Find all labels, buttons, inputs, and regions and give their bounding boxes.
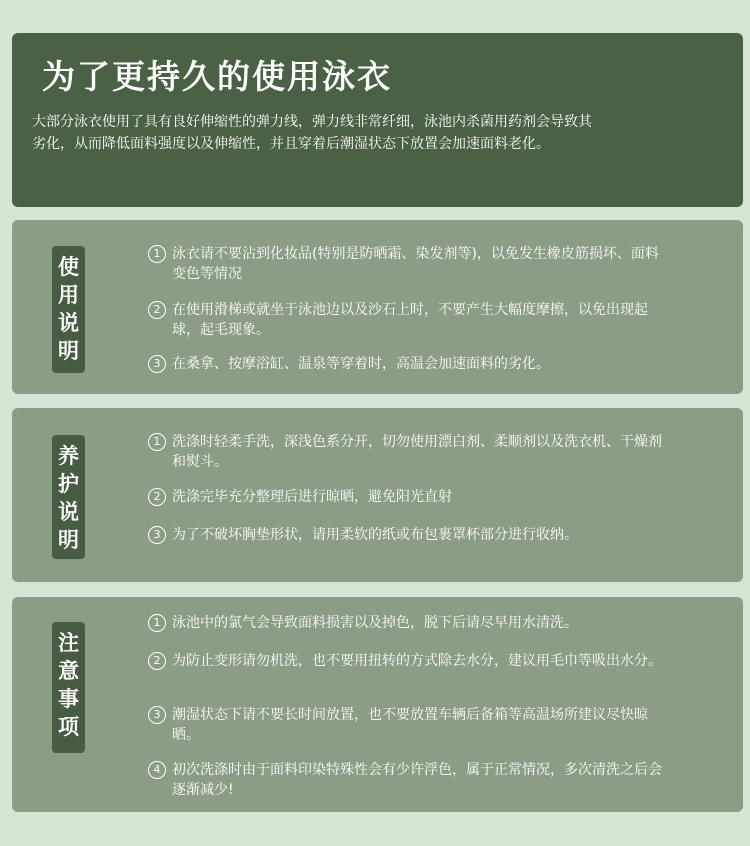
item-text: 泳衣请不要沾到化妆品(特别是防晒霜、染发剂等)，以免发生橡皮筋损坏、面料变色等情况 bbox=[172, 246, 659, 282]
list-item bbox=[148, 613, 668, 633]
label-char: 意 bbox=[58, 659, 79, 683]
label-char: 明 bbox=[58, 528, 79, 552]
label-char: 养 bbox=[58, 444, 79, 468]
list-item bbox=[148, 760, 668, 800]
list-item bbox=[148, 432, 668, 472]
list-item bbox=[148, 651, 668, 671]
list-item bbox=[148, 300, 668, 340]
item-text: 在桑拿、按摩浴缸、温泉等穿着时，高温会加速面料的劣化。 bbox=[172, 356, 550, 372]
number-badge: 4 bbox=[148, 761, 166, 779]
number-badge: 1 bbox=[148, 433, 166, 451]
number-badge: 1 bbox=[148, 614, 166, 632]
label-char: 说 bbox=[58, 500, 79, 524]
number-badge: 1 bbox=[148, 245, 166, 263]
intro-text: 大部分泳衣使用了具有良好伸缩性的弹力线，弹力线非常纤细，泳池内杀菌用药剂会导致其劣化，从而降低面料强度以及伸缩性，并且穿着后潮湿状态下放置会加速面料老化。 bbox=[32, 114, 592, 152]
item-text: 为了不破坏胸垫形状，请用柔软的纸或布包裹罩杯部分进行收纳。 bbox=[172, 527, 578, 543]
item-text: 为防止变形请勿机洗，也不要用扭转的方式除去水分，建议用毛巾等吸出水分。 bbox=[172, 653, 662, 669]
notes-label bbox=[52, 622, 85, 753]
label-char: 项 bbox=[58, 715, 79, 739]
label-char: 使 bbox=[58, 255, 79, 279]
notes-card bbox=[12, 597, 743, 812]
number-badge: 3 bbox=[148, 706, 166, 724]
number-badge: 2 bbox=[148, 488, 166, 506]
item-text: 在使用滑梯或就坐于泳池边以及沙石上时，不要产生大幅度摩擦，以免出现起球，起毛现象。 bbox=[172, 302, 648, 338]
item-text: 洗涤完毕充分整理后进行晾晒，避免阳光直射 bbox=[172, 489, 452, 505]
label-char: 用 bbox=[58, 283, 79, 307]
care-card bbox=[12, 408, 743, 582]
usage-card bbox=[12, 220, 743, 394]
list-item bbox=[148, 244, 668, 284]
list-item bbox=[148, 487, 668, 507]
header-panel bbox=[12, 33, 743, 207]
list-item bbox=[148, 525, 668, 545]
label-char: 护 bbox=[58, 472, 79, 496]
label-char: 说 bbox=[58, 311, 79, 335]
item-text: 洗涤时轻柔手洗，深浅色系分开，切勿使用漂白剂、柔顺剂以及洗衣机、干燥剂和熨斗。 bbox=[172, 434, 662, 470]
page-title: 为了更持久的使用泳衣 bbox=[42, 57, 392, 96]
care-label bbox=[52, 435, 85, 559]
list-item bbox=[148, 354, 668, 374]
number-badge: 2 bbox=[148, 301, 166, 319]
label-char: 注 bbox=[58, 631, 79, 655]
number-badge: 2 bbox=[148, 652, 166, 670]
usage-label bbox=[52, 246, 85, 373]
number-badge: 3 bbox=[148, 355, 166, 373]
label-char: 明 bbox=[58, 339, 79, 363]
item-text: 潮湿状态下请不要长时间放置，也不要放置车辆后备箱等高温场所建议尽快晾晒。 bbox=[172, 707, 648, 743]
item-text: 初次洗涤时由于面料印染特殊性会有少许浮色，属于正常情况，多次清洗之后会逐渐减少! bbox=[172, 762, 662, 798]
list-item bbox=[148, 705, 668, 745]
number-badge: 3 bbox=[148, 526, 166, 544]
label-char: 事 bbox=[58, 687, 79, 711]
item-text: 泳池中的氯气会导致面料损害以及掉色，脱下后请尽早用水清洗。 bbox=[172, 615, 578, 631]
